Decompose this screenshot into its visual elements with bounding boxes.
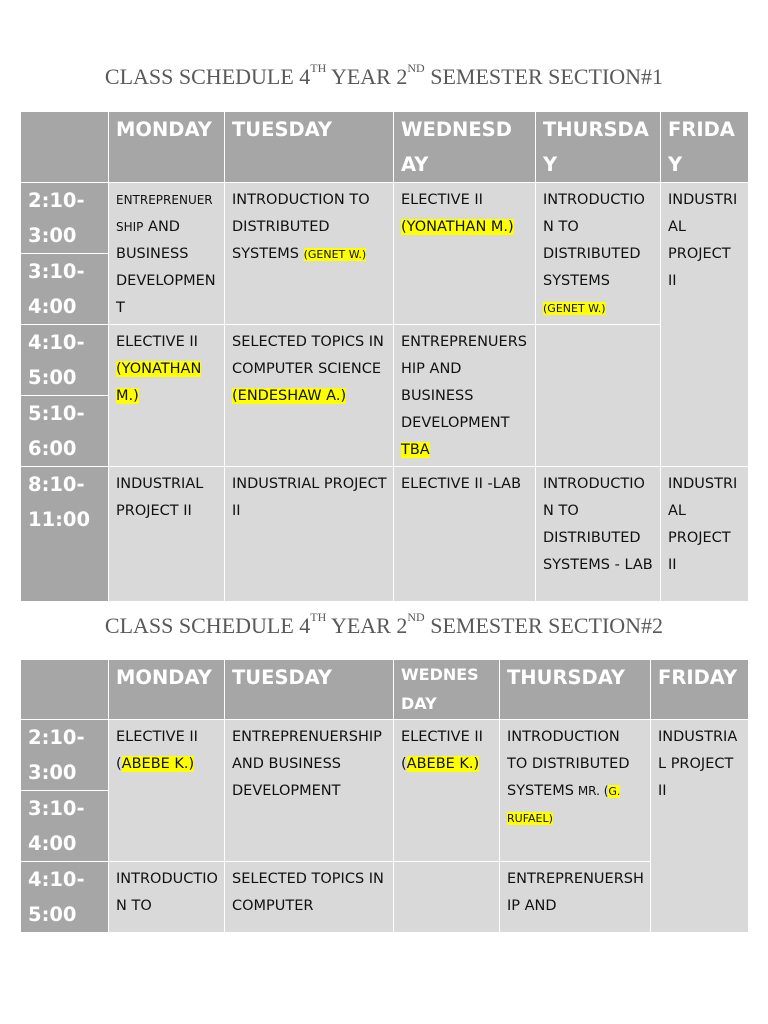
cell-thu-empty bbox=[536, 325, 661, 467]
instructor-label: TBA bbox=[401, 442, 430, 458]
time-slot: 8:10-11:00 bbox=[28, 473, 91, 531]
header-thursday: THURSDAY bbox=[500, 660, 651, 720]
table-row bbox=[21, 325, 749, 467]
time-slot: 2:10-3:00 bbox=[28, 726, 85, 784]
cell-mon: INDUSTRIAL PROJECT II bbox=[109, 467, 225, 602]
cell-wed: ELECTIVE II -LAB bbox=[394, 467, 536, 602]
cell-tue: SELECTED TOPICS IN COMPUTER SCIENCE (ENDESHAW A.) bbox=[225, 325, 394, 467]
section1-title: CLASS SCHEDULE 4TH YEAR 2ND SEMESTER SECTION#1 bbox=[104, 61, 664, 89]
schedule-table-section1 bbox=[20, 111, 749, 602]
cell-tue: ENTREPRENUERSHIP AND BUSINESS DEVELOPMENT bbox=[225, 720, 394, 862]
instructor-label: (GENET W.) bbox=[543, 302, 606, 315]
cell-thu: INTRODUCTION TO DISTRIBUTED SYSTEMS - LAB bbox=[536, 467, 661, 602]
instructor-label: ABEBE K.) bbox=[121, 756, 195, 772]
header-wednesday: WEDNES DAY bbox=[394, 660, 500, 720]
time-slot: 3:10-4:00 bbox=[21, 253, 108, 324]
header-friday: FRIDAY bbox=[651, 660, 749, 720]
instructor-label: ABEBE K.) bbox=[406, 756, 480, 772]
table-row bbox=[21, 183, 749, 325]
header-thursday: THURSDA Y bbox=[536, 112, 661, 183]
corner-cell bbox=[21, 112, 109, 183]
header-friday: FRIDA Y bbox=[661, 112, 749, 183]
cell-mon: INTRODUCTION TO bbox=[109, 862, 225, 933]
cell-tue: SELECTED TOPICS IN COMPUTER bbox=[225, 862, 394, 933]
instructor-label: (YONATHAN M.) bbox=[401, 219, 514, 235]
table-row bbox=[21, 720, 749, 862]
header-tuesday: TUESDAY bbox=[225, 660, 394, 720]
instructor-label: (ENDESHAW A.) bbox=[232, 388, 347, 404]
time-slot: 2:10-3:00 bbox=[28, 189, 85, 247]
cell-mon: ELECTIVE II (ABEBE K.) bbox=[109, 720, 225, 862]
cell-fri: INDUSTRIAL PROJECT II bbox=[651, 720, 749, 933]
time-cell bbox=[21, 467, 109, 602]
time-slot: 5:10-6:00 bbox=[21, 395, 108, 466]
cell-tue: INTRODUCTION TO DISTRIBUTED SYSTEMS (GENET W.) bbox=[225, 183, 394, 325]
cell-wed: ELECTIVE II (ABEBE K.) bbox=[394, 720, 500, 862]
cell-mon: ELECTIVE II (YONATHAN M.) bbox=[109, 325, 225, 467]
time-slot: 3:10-4:00 bbox=[21, 790, 108, 861]
time-slot: 4:10-5:00 bbox=[28, 868, 85, 926]
time-cell bbox=[21, 183, 109, 325]
cell-wed: ENTREPRENUERSHIP AND BUSINESS DEVELOPMENT TBA bbox=[394, 325, 536, 467]
cell-thu: INTRODUCTION TO DISTRIBUTED SYSTEMS MR. (G. RUFAEL) bbox=[500, 720, 651, 862]
cell-tue: INDUSTRIAL PROJECT II bbox=[225, 467, 394, 602]
corner-cell bbox=[21, 660, 109, 720]
cell-thu: INTRODUCTION TO DISTRIBUTED SYSTEMS (GENET W.) bbox=[536, 183, 661, 325]
schedule-table-section2 bbox=[20, 659, 749, 933]
header-row bbox=[21, 112, 749, 183]
instructor-label: (YONATHAN M.) bbox=[116, 361, 202, 404]
cell-wed: ELECTIVE II (YONATHAN M.) bbox=[394, 183, 536, 325]
table-row bbox=[21, 862, 749, 933]
time-slot: 4:10-5:00 bbox=[28, 331, 85, 389]
instructor-label: G. RUFAEL) bbox=[507, 785, 621, 825]
time-cell bbox=[21, 862, 109, 933]
cell-fri: INDUSTRIAL PROJECT II bbox=[661, 467, 749, 602]
cell-mon: ENTREPRENUERSHIP AND BUSINESS DEVELOPMENT bbox=[109, 183, 225, 325]
time-cell bbox=[21, 720, 109, 862]
cell-fri: INDUSTRIAL PROJECT II bbox=[661, 183, 749, 467]
table-row bbox=[21, 467, 749, 602]
header-monday: MONDAY bbox=[109, 112, 225, 183]
time-cell bbox=[21, 325, 109, 467]
header-row bbox=[21, 660, 749, 720]
cell-wed-empty bbox=[394, 862, 500, 933]
header-wednesday: WEDNESD AY bbox=[394, 112, 536, 183]
section2-title: CLASS SCHEDULE 4TH YEAR 2ND SEMESTER SECTION#2 bbox=[104, 610, 664, 638]
cell-thu: ENTREPRENUERSHIP AND bbox=[500, 862, 651, 933]
header-tuesday: TUESDAY bbox=[225, 112, 394, 183]
header-monday: MONDAY bbox=[109, 660, 225, 720]
instructor-label: (GENET W.) bbox=[303, 248, 367, 261]
